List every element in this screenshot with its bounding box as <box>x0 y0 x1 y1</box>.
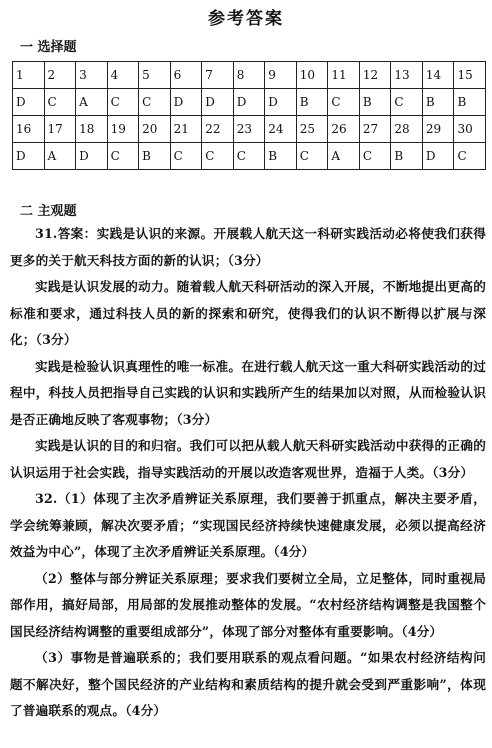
answer-cell: C <box>233 143 265 170</box>
question-number-cell: 1 <box>13 62 45 89</box>
answer-cell: D <box>76 143 108 170</box>
question-number-cell: 30 <box>454 116 486 143</box>
question-number-cell: 15 <box>454 62 486 89</box>
answer-paragraph: 31.答案：实践是认识的来源。开展载人航天这一科研实践活动必将使我们获得更多的关于航天科技方面的新的认识；（3分） <box>10 226 486 268</box>
answer-table <box>12 61 486 170</box>
answer-row <box>13 143 486 170</box>
answer-paragraph: 实践是检验认识真理性的唯一标准。在进行载人航天这一重大科研实践活动的过程中，科技人员把指导自己实践的认识和实践所产生的结果加以对照，从而检验认识是否正确地反映了客观事物；（3分） <box>10 358 486 427</box>
question-number-cell: 29 <box>422 116 454 143</box>
question-number-cell: 3 <box>76 62 108 89</box>
question-number-cell: 11 <box>328 62 360 89</box>
question-number-cell: 17 <box>44 116 76 143</box>
page-title: 参考答案 <box>208 9 284 29</box>
answer-paragraph: （2）整体与部分辨证关系原理；要求我们要树立全局，立足整体，同时重视局部作用，搞好局部，用局部的发展推动整体的发展。“农村经济结构调整是我国整个国民经济结构调整的重要组成部分”，体现了部分对整体有重要影响。（4分） <box>10 570 486 639</box>
question-number-cell: 10 <box>296 62 328 89</box>
question-number-cell: 13 <box>391 62 423 89</box>
section-subjective-heading: 二 主观题 <box>20 204 77 219</box>
question-number-cell: 2 <box>44 62 76 89</box>
answer-cell: C <box>44 89 76 116</box>
question-number-cell: 21 <box>170 116 202 143</box>
answer-table-body <box>13 62 486 170</box>
answer-cell: B <box>422 89 454 116</box>
answer-cell: D <box>13 143 45 170</box>
question-number-cell: 14 <box>422 62 454 89</box>
question-number-cell: 6 <box>170 62 202 89</box>
question-number-cell: 26 <box>328 116 360 143</box>
answer-cell: B <box>296 89 328 116</box>
question-number-cell: 20 <box>139 116 171 143</box>
answer-cell: D <box>202 89 234 116</box>
question-number-cell: 12 <box>359 62 391 89</box>
question-number-cell: 25 <box>296 116 328 143</box>
answer-cell: C <box>202 143 234 170</box>
answer-paragraph: 实践是认识的目的和归宿。我们可以把从载人航天科研实践活动中获得的正确的认识运用于社会实践，指导实践活动的开展以改造客观世界，造福于人类。（3分） <box>10 438 486 480</box>
answer-paragraph: 32.（1）体现了主次矛盾辨证关系原理，我们要善于抓重点，解决主要矛盾，学会统筹兼顾，解决次要矛盾；“实现国民经济持续快速健康发展，必须以提高经济效益为中心”，体现了主次矛盾辨证关系原理。（4分） <box>10 491 486 559</box>
question-number-cell: 27 <box>359 116 391 143</box>
answer-cell: D <box>233 89 265 116</box>
section-multiple-choice-heading: 一 选择题 <box>20 40 77 55</box>
question-number-row <box>13 116 486 143</box>
question-number-cell: 4 <box>107 62 139 89</box>
answer-body-text <box>10 221 486 725</box>
question-number-cell: 7 <box>202 62 234 89</box>
question-number-cell: 23 <box>233 116 265 143</box>
answer-cell: C <box>170 143 202 170</box>
answer-cell: A <box>76 89 108 116</box>
answer-cell: D <box>422 143 454 170</box>
answer-paragraph: （3）事物是普遍联系的；我们要用联系的观点看问题。“如果农村经济结构问题不解决好，整个国民经济的产业结构和素质结构的提升就会受到严重影响”，体现了普遍联系的观点。（4分） <box>10 650 486 718</box>
question-number-cell: 8 <box>233 62 265 89</box>
answer-cell: A <box>44 143 76 170</box>
answer-row <box>13 89 486 116</box>
answer-cell: A <box>328 143 360 170</box>
answer-cell: C <box>391 89 423 116</box>
question-number-cell: 9 <box>265 62 297 89</box>
answer-cell: B <box>454 89 486 116</box>
answer-cell: C <box>107 89 139 116</box>
answer-cell: C <box>454 143 486 170</box>
question-number-cell: 16 <box>13 116 45 143</box>
question-number-cell: 18 <box>76 116 108 143</box>
answer-cell: C <box>328 89 360 116</box>
question-number-row <box>13 62 486 89</box>
answer-cell: D <box>13 89 45 116</box>
question-number-cell: 22 <box>202 116 234 143</box>
answer-paragraph: 实践是认识发展的动力。随着载人航天科研活动的深入开展，不断地提出更高的标准和要求，通过科技人员的新的探索和研究，使得我们的认识不断得以扩展与深化；（3分） <box>10 279 486 347</box>
answer-cell: D <box>265 89 297 116</box>
answer-cell: C <box>139 89 171 116</box>
question-number-cell: 5 <box>139 62 171 89</box>
question-number-cell: 19 <box>107 116 139 143</box>
question-number-cell: 28 <box>391 116 423 143</box>
question-number-cell: 24 <box>265 116 297 143</box>
answer-cell: B <box>139 143 171 170</box>
answer-cell: B <box>391 143 423 170</box>
answer-cell: C <box>359 143 391 170</box>
answer-cell: B <box>359 89 391 116</box>
answer-cell: C <box>296 143 328 170</box>
answer-cell: C <box>107 143 139 170</box>
answer-cell: D <box>170 89 202 116</box>
answer-cell: B <box>265 143 297 170</box>
